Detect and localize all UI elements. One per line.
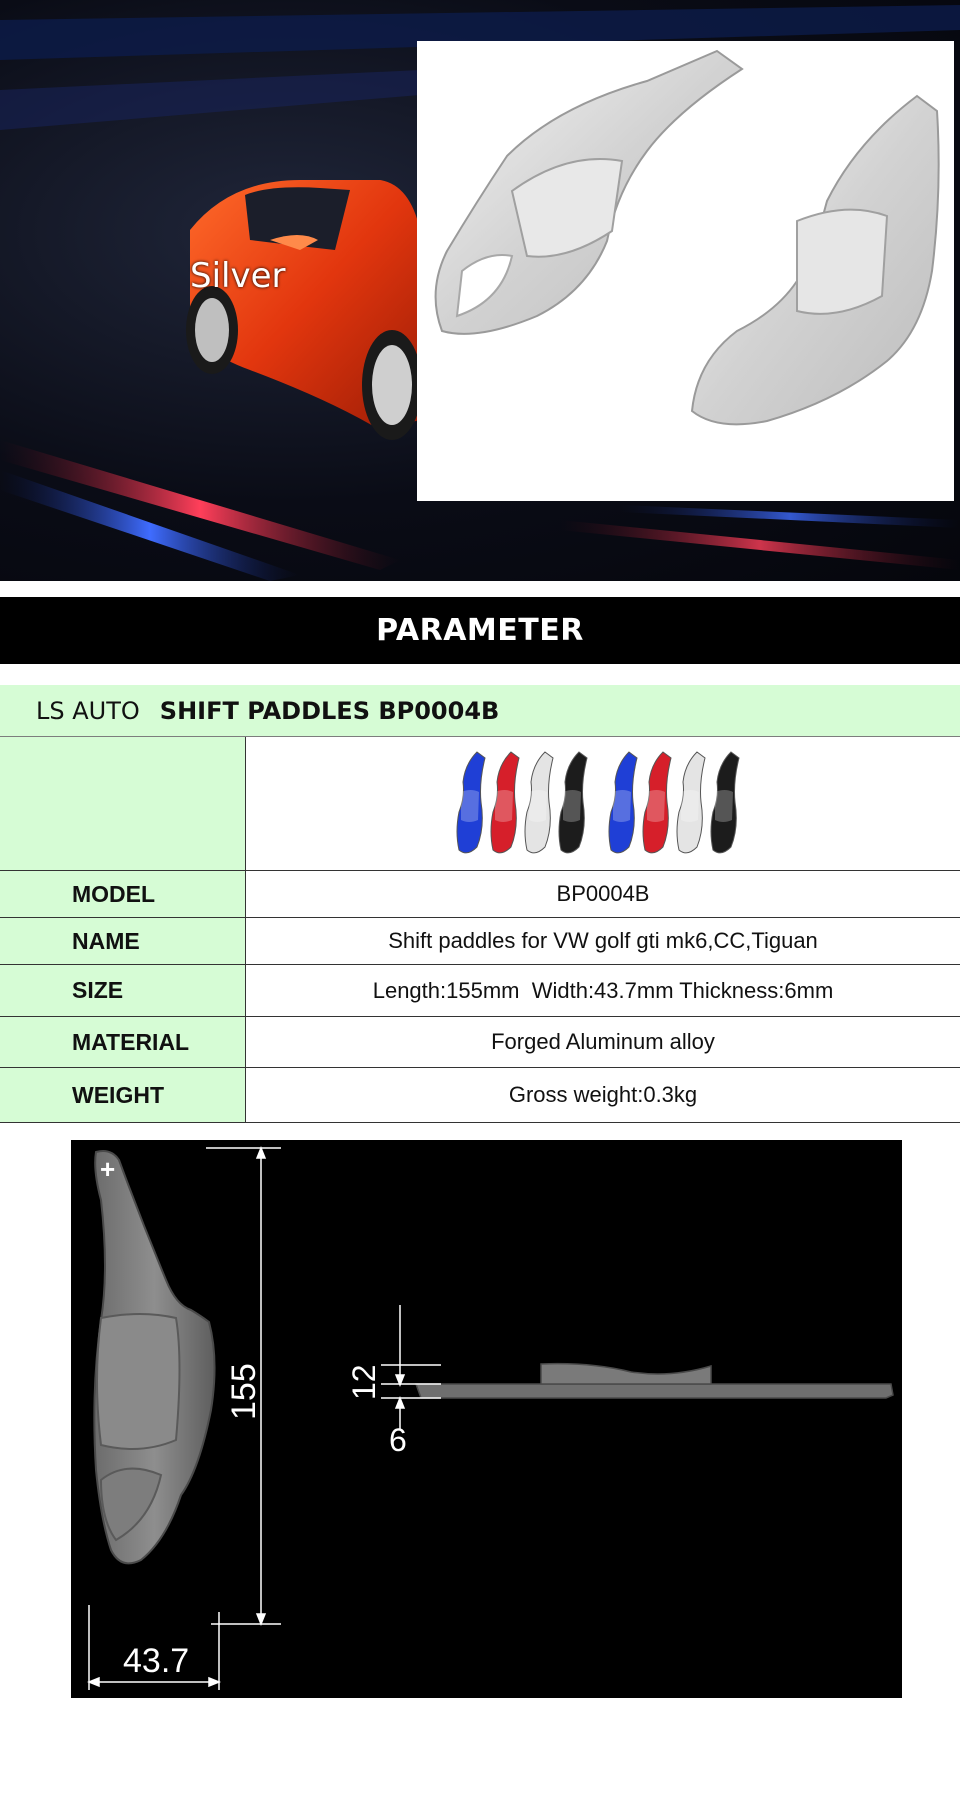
spec-row-model — [0, 871, 960, 918]
spec-label: MATERIAL — [0, 1017, 246, 1067]
paddle-swatch — [677, 752, 705, 853]
spec-row-image — [0, 737, 960, 871]
car-illustration — [186, 180, 422, 440]
spec-value: Length:155mm Width:43.7mm Thickness:6mm — [246, 965, 960, 1016]
spec-row-size — [0, 965, 960, 1017]
section-title: PARAMETER — [0, 597, 960, 664]
spec-value: Shift paddles for VW golf gti mk6,CC,Tiguan — [246, 918, 960, 964]
paddle-swatch — [457, 752, 485, 853]
plus-mark-icon: + — [100, 1154, 116, 1184]
spec-label-empty — [0, 737, 246, 870]
spec-label: NAME — [0, 918, 246, 964]
paddle-side-view — [416, 1364, 893, 1398]
spec-label: SIZE — [0, 965, 246, 1016]
product-photo — [417, 41, 954, 501]
height-total-value: 12 — [346, 1364, 382, 1400]
hero-banner — [0, 0, 960, 581]
spec-value: BP0004B — [246, 871, 960, 917]
spec-label: WEIGHT — [0, 1068, 246, 1122]
paddle-swatch — [643, 752, 671, 853]
spec-value: Gross weight:0.3kg — [246, 1068, 960, 1122]
product-title: SHIFT PADDLES BP0004B — [159, 696, 500, 725]
right-paddle-shape — [692, 96, 939, 424]
spec-row-material — [0, 1017, 960, 1068]
left-paddle-shape — [436, 51, 742, 334]
variant-label: Silver — [190, 256, 286, 296]
spec-row-name — [0, 918, 960, 965]
brand-name: LS AUTO — [36, 696, 140, 725]
paddle-swatch — [559, 752, 587, 853]
width-value: 43.7 — [123, 1642, 190, 1680]
paddle-swatch — [609, 752, 637, 853]
dimension-drawing — [71, 1140, 902, 1698]
paddle-swatch — [525, 752, 553, 853]
length-value: 155 — [225, 1363, 263, 1420]
thickness-dimension — [381, 1305, 441, 1430]
product-header — [0, 685, 960, 737]
paddle-front-view — [94, 1151, 214, 1563]
paddle-swatch — [711, 752, 739, 853]
spec-row-weight — [0, 1068, 960, 1123]
light-streak-blue — [620, 505, 960, 528]
light-streak-red — [560, 520, 960, 570]
silver-paddles-image — [417, 41, 954, 501]
paddle-swatches — [443, 742, 763, 866]
thickness-value: 6 — [389, 1422, 407, 1458]
spec-label: MODEL — [0, 871, 246, 917]
paddle-swatch — [491, 752, 519, 853]
color-variants-image — [246, 737, 960, 870]
dimension-drawing-svg — [71, 1140, 902, 1698]
sky-streak — [0, 70, 420, 130]
spec-value: Forged Aluminum alloy — [246, 1017, 960, 1067]
